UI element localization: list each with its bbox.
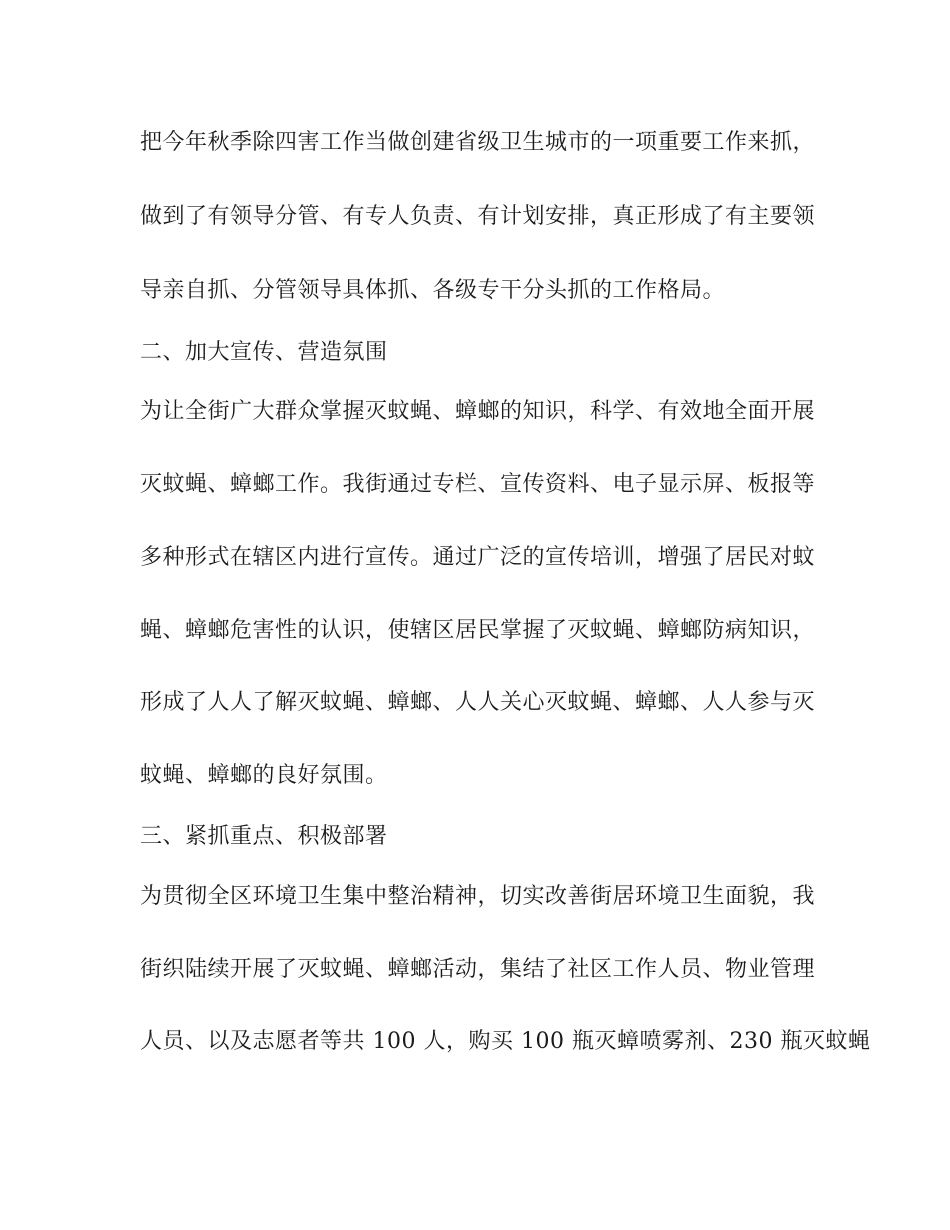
paragraph-line: 蚊蝇、蟑螂的良好氛围。 <box>140 763 388 788</box>
paragraph-line: 蝇、蟑螂危害性的认识，使辖区居民掌握了灭蚊蝇、蟑螂防病知识， <box>140 618 816 643</box>
paragraph-line: 做到了有领导分管、有专人负责、有计划安排，真正形成了有主要领 <box>140 204 816 229</box>
paragraph-line: 把今年秋季除四害工作当做创建省级卫生城市的一项重要工作来抓， <box>140 130 816 155</box>
paragraph-line: 形成了人人了解灭蚊蝇、蟑螂、人人关心灭蚊蝇、蟑螂、人人参与灭 <box>140 690 816 715</box>
paragraph-line: 多种形式在辖区内进行宣传。通过广泛的宣传培训，增强了居民对蚊 <box>140 545 816 570</box>
paragraph-line: 为贯彻全区环境卫生集中整治精神，切实改善街居环境卫生面貌，我 <box>140 884 816 909</box>
paragraph-line: 为让全街广大群众掌握灭蚊蝇、蟑螂的知识，科学、有效地全面开展 <box>140 399 816 424</box>
paragraph-line: 街织陆续开展了灭蚊蝇、蟑螂活动，集结了社区工作人员、物业管理 <box>140 957 816 982</box>
paragraph-line: 灭蚊蝇、蟑螂工作。我街通过专栏、宣传资料、电子显示屏、板报等 <box>140 472 816 497</box>
section-heading: 二、加大宣传、营造氛围 <box>140 340 388 365</box>
paragraph-line: 人员、以及志愿者等共 100 人，购买 100 瓶灭蟑喷雾剂、230 瓶灭蚊蝇 <box>140 1029 871 1054</box>
paragraph-line: 导亲自抓、分管领导具体抓、各级专干分头抓的工作格局。 <box>140 278 726 303</box>
section-heading: 三、紧抓重点、积极部署 <box>140 824 388 849</box>
